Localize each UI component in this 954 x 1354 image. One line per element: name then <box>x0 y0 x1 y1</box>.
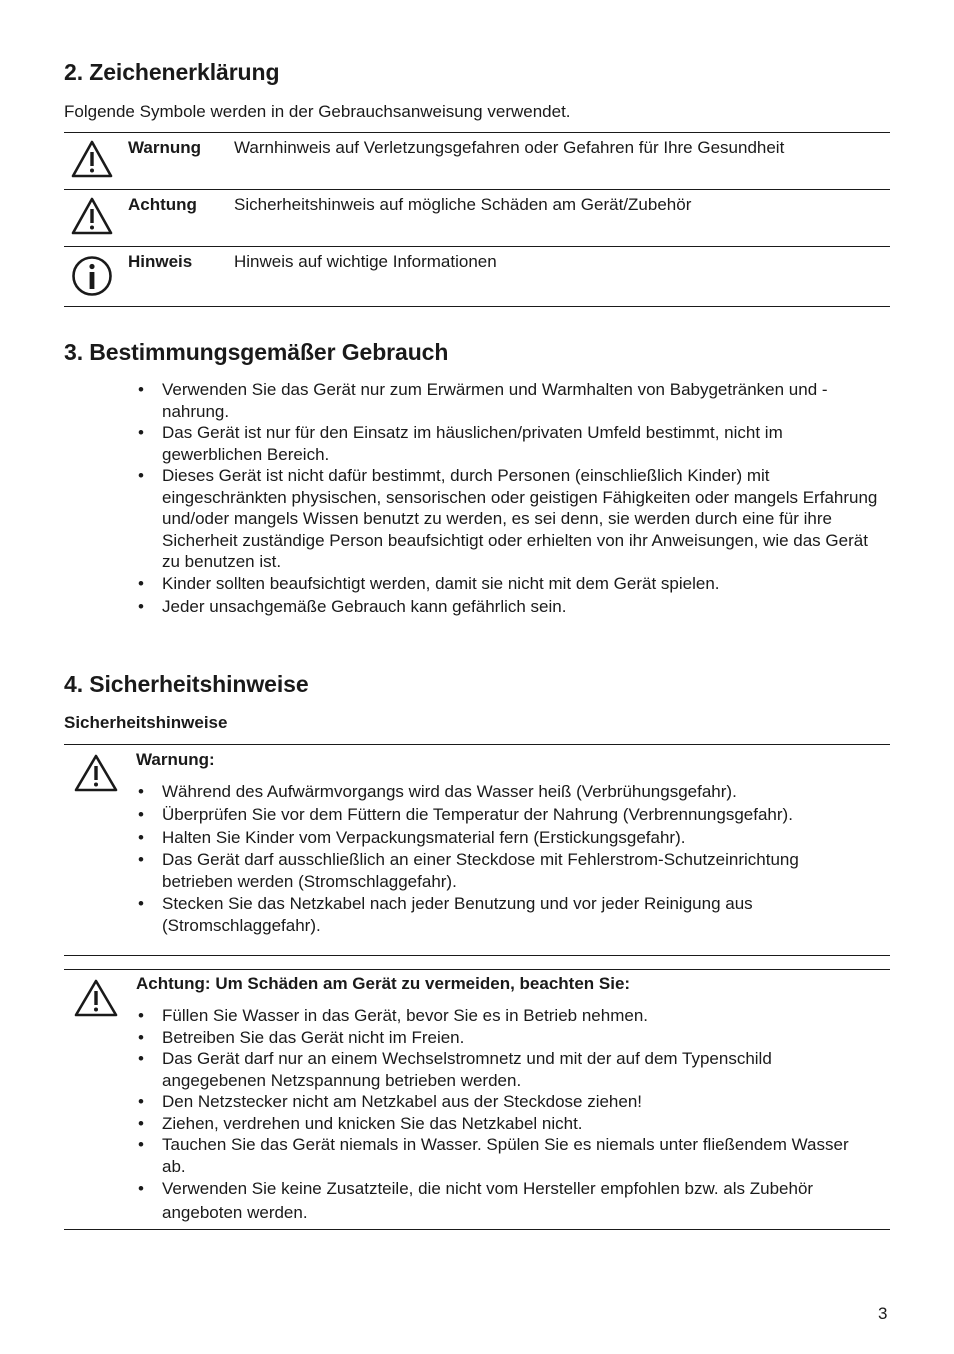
divider <box>64 1229 890 1230</box>
divider <box>64 306 890 307</box>
section-3-title: 3. Bestimmungsgemäßer Gebrauch <box>64 339 449 365</box>
warning-triangle-icon <box>73 978 119 1023</box>
symbol-row-hinweis <box>64 247 890 306</box>
list-item: • Halten Sie Kinder vom Verpackungsmaterial fern (Erstickungsgefahr). <box>136 827 888 849</box>
list-item: • Das Gerät darf nur an einem Wechselstromnetz und mit der auf dem Typenschild angegebenen Netzspannung betrieben werden. <box>136 1048 880 1091</box>
warning-triangle-icon <box>70 139 114 184</box>
section-2-intro: Folgende Symbole werden in der Gebrauchsanweisung verwendet. <box>64 102 571 121</box>
symbol-term: Hinweis <box>128 252 193 271</box>
symbol-description: Sicherheitshinweis auf mögliche Schäden am Gerät/Zubehör <box>234 195 692 214</box>
divider <box>64 969 890 970</box>
list-item: • Verwenden Sie das Gerät nur zum Erwärmen und Warmhalten von Babygetränken und -nahrung. <box>136 379 880 422</box>
list-item: • Tauchen Sie das Gerät niemals in Wasser. Spülen Sie es niemals unter fließendem Wasser ab. <box>136 1134 862 1177</box>
warning-triangle-icon <box>70 196 114 241</box>
list-item: • Ziehen, verdrehen und knicken Sie das Netzkabel nicht. <box>136 1113 880 1135</box>
warning-list <box>136 781 888 936</box>
caution-box-heading: Achtung: Um Schäden am Gerät zu vermeiden, beachten Sie: <box>136 974 631 993</box>
caution-list <box>136 1005 880 1225</box>
list-item: • Füllen Sie Wasser in das Gerät, bevor Sie es in Betrieb nehmen. <box>136 1005 880 1027</box>
list-item: • Kinder sollten beaufsichtigt werden, damit sie nicht mit dem Gerät spielen. <box>136 573 880 595</box>
symbol-row-warning <box>64 133 890 189</box>
list-item: • Das Gerät ist nur für den Einsatz im häuslichen/privaten Umfeld bestimmt, nicht im gewerblichen Bereich. <box>136 422 880 465</box>
list-item: • Überprüfen Sie vor dem Füttern die Temperatur der Nahrung (Verbrennungsgefahr). <box>136 804 888 826</box>
symbol-description: Warnhinweis auf Verletzungsgefahren oder Gefahren für Ihre Gesundheit <box>234 138 785 157</box>
list-item: • Dieses Gerät ist nicht dafür bestimmt, durch Personen (einschließlich Kinder) mit eingeschränkten physischen, sensorischen oder geistigen Fähigkeiten oder mangels Erfahrung und/oder mangels Wissen benutzt zu werden, es sei denn, sie werden durch eine für ihre Sicherheit zuständige Person beaufsichtigt oder erhielten von ihr Anweisungen, wie das Gerät zu benutzen ist. <box>136 465 880 573</box>
list-item: • Stecken Sie das Netzkabel nach jeder Benutzung und vor jeder Reinigung aus (Stromschlaggefahr). <box>136 893 852 936</box>
list-item: • Betreiben Sie das Gerät nicht im Freien. <box>136 1027 880 1049</box>
info-circle-icon <box>71 255 113 302</box>
divider <box>64 744 890 745</box>
symbol-description: Hinweis auf wichtige Informationen <box>234 252 497 271</box>
list-item: • Das Gerät darf ausschließlich an einer Steckdose mit Fehlerstrom-Schutzeinrichtung betrieben werden (Stromschlaggefahr). <box>136 849 862 892</box>
list-item: • Jeder unsachgemäße Gebrauch kann gefährlich sein. <box>136 596 880 618</box>
section-4-subtitle: Sicherheitshinweise <box>64 713 228 732</box>
warning-box-heading: Warnung: <box>136 750 215 769</box>
usage-list <box>136 379 880 618</box>
list-item: • Während des Aufwärmvorgangs wird das Wasser heiß (Verbrühungsgefahr). <box>136 781 888 803</box>
page-number: 3 <box>878 1304 888 1323</box>
list-item: • Verwenden Sie keine Zusatzteile, die nicht vom Hersteller empfohlen bzw. als Zubehör angeboten werden. <box>136 1177 862 1225</box>
section-4-title: 4. Sicherheitshinweise <box>64 671 309 697</box>
list-item: • Den Netzstecker nicht am Netzkabel aus der Steckdose ziehen! <box>136 1091 880 1113</box>
warning-triangle-icon <box>73 753 119 798</box>
section-2-title: 2. Zeichenerklärung <box>64 59 280 85</box>
symbol-row-achtung <box>64 190 890 246</box>
divider <box>64 955 890 956</box>
symbol-term: Warnung <box>128 138 202 157</box>
symbol-term: Achtung <box>128 195 197 214</box>
